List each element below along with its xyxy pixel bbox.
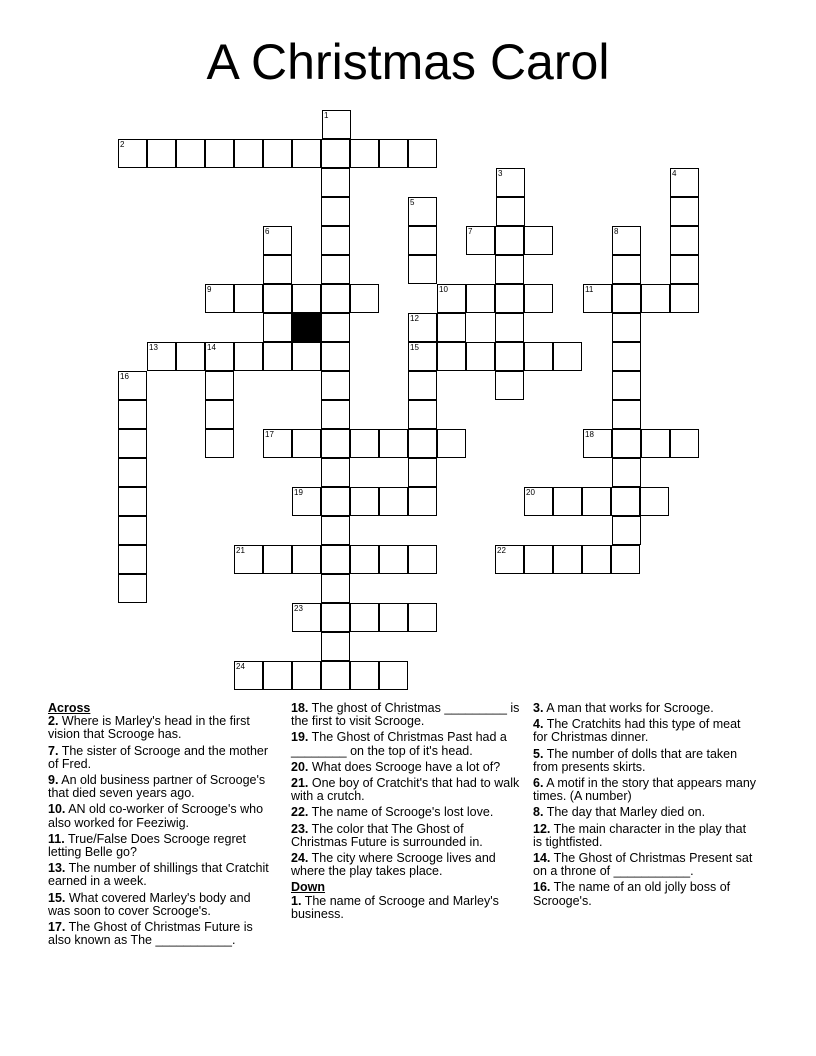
clue-across-2: 2. Where is Marley's head in the first vision that Scrooge has. — [48, 714, 250, 742]
grid-cell-blocked — [292, 313, 321, 342]
grid-cell[interactable] — [612, 516, 641, 545]
clue-down-4: 4. The Cratchits had this type of meat for Christmas dinner. — [533, 717, 741, 745]
clue-across-19: 19. The Ghost of Christmas Past had a ________ on the top of it's head. — [291, 730, 507, 758]
grid-cell[interactable] — [321, 516, 350, 545]
grid-cell[interactable] — [147, 139, 176, 168]
grid-cell[interactable] — [408, 545, 437, 574]
clues-column-3 — [533, 702, 758, 911]
cell-number: 18 — [585, 430, 594, 439]
grid-cell[interactable] — [321, 371, 350, 400]
grid-cell[interactable] — [641, 429, 670, 458]
grid-cell[interactable] — [292, 603, 321, 632]
grid-cell[interactable] — [641, 284, 670, 313]
clue-down-12: 12. The main character in the play that is tightfisted. — [533, 821, 747, 849]
grid-cell[interactable] — [408, 226, 437, 255]
grid-cell[interactable] — [408, 371, 437, 400]
grid-cell[interactable] — [495, 255, 524, 284]
grid-cell[interactable] — [495, 371, 524, 400]
grid-cell[interactable] — [350, 429, 379, 458]
clue-across-20: 20. What does Scrooge have a lot of? — [291, 759, 501, 774]
grid-cell[interactable] — [118, 516, 147, 545]
grid-cell[interactable] — [321, 487, 350, 516]
grid-cell[interactable] — [205, 429, 234, 458]
grid-cell[interactable] — [496, 168, 525, 197]
cell-number: 23 — [294, 604, 303, 613]
clue-down-8: 8. The day that Marley died on. — [533, 805, 706, 820]
grid-cell[interactable] — [670, 429, 699, 458]
grid-cell[interactable] — [263, 255, 292, 284]
grid-cell[interactable] — [408, 458, 437, 487]
grid-cell[interactable] — [350, 661, 379, 690]
clue-across-23: 23. The color that The Ghost of Christmas Future is surrounded in. — [291, 821, 483, 849]
clue-across-15: 15. What covered Marley's body and was soon to cover Scrooge's. — [48, 890, 251, 918]
grid-cell[interactable] — [234, 139, 263, 168]
clue-down-3: 3. A man that works for Scrooge. — [533, 701, 714, 715]
grid-cell[interactable] — [379, 603, 408, 632]
grid-cell[interactable] — [321, 429, 350, 458]
grid-cell[interactable] — [466, 342, 495, 371]
grid-cell[interactable] — [582, 545, 611, 574]
cell-number: 19 — [294, 488, 303, 497]
clue-down-16: 16. The name of an old jolly boss of Scrooge's. — [533, 880, 731, 908]
grid-cell[interactable] — [147, 342, 176, 371]
grid-cell[interactable] — [437, 284, 466, 313]
grid-cell[interactable] — [583, 429, 612, 458]
grid-cell[interactable] — [582, 487, 611, 516]
grid-cell[interactable] — [495, 342, 524, 371]
cell-number: 11 — [585, 285, 594, 294]
grid-cell[interactable] — [321, 400, 350, 429]
grid-cell[interactable] — [350, 487, 379, 516]
grid-cell[interactable] — [612, 429, 641, 458]
grid-cell[interactable] — [118, 139, 147, 168]
cell-number: 7 — [468, 227, 473, 236]
grid-cell[interactable] — [292, 661, 321, 690]
grid-cell[interactable] — [437, 429, 466, 458]
grid-cell[interactable] — [321, 574, 350, 603]
grid-cell[interactable] — [408, 313, 437, 342]
grid-cell[interactable] — [321, 661, 350, 690]
cell-number: 21 — [236, 546, 245, 555]
clue-across-17: 17. The Ghost of Christmas Future is also known as The ___________. — [48, 920, 253, 948]
grid-cell[interactable] — [176, 139, 205, 168]
grid-cell[interactable] — [524, 342, 553, 371]
grid-cell[interactable] — [292, 429, 321, 458]
grid-cell[interactable] — [321, 168, 350, 197]
grid-cell[interactable] — [176, 342, 205, 371]
grid-cell[interactable] — [612, 284, 641, 313]
grid-cell[interactable] — [408, 342, 437, 371]
grid-cell[interactable] — [553, 545, 582, 574]
grid-cell[interactable] — [670, 197, 699, 226]
cell-number: 9 — [207, 285, 212, 294]
grid-cell[interactable] — [322, 110, 351, 139]
grid-cell[interactable] — [292, 342, 321, 371]
grid-cell[interactable] — [263, 284, 292, 313]
grid-cell[interactable] — [234, 284, 263, 313]
clues-column-1 — [48, 702, 274, 950]
clue-across-22: 22. The name of Scrooge's lost love. — [291, 805, 494, 820]
grid-cell[interactable] — [205, 400, 234, 429]
grid-cell[interactable] — [205, 371, 234, 400]
down-heading: Down — [291, 880, 326, 895]
grid-cell[interactable] — [292, 487, 321, 516]
grid-cell[interactable] — [670, 168, 699, 197]
grid-cell[interactable] — [670, 226, 699, 255]
grid-cell[interactable] — [205, 284, 234, 313]
grid-cell[interactable] — [118, 487, 147, 516]
cell-number: 16 — [120, 372, 129, 381]
clue-down-5: 5. The number of dolls that are taken from presents skirts. — [533, 746, 738, 774]
grid-cell[interactable] — [670, 284, 699, 313]
grid-cell[interactable] — [379, 429, 408, 458]
cell-number: 20 — [526, 488, 535, 497]
grid-cell[interactable] — [495, 545, 524, 574]
cell-number: 1 — [324, 111, 329, 120]
grid-cell[interactable] — [612, 226, 641, 255]
grid-cell[interactable] — [321, 342, 350, 371]
grid-cell[interactable] — [350, 603, 379, 632]
grid-cell[interactable] — [495, 284, 524, 313]
cell-number: 6 — [265, 227, 270, 236]
grid-cell[interactable] — [495, 226, 524, 255]
grid-cell[interactable] — [292, 139, 321, 168]
cell-number: 17 — [265, 430, 274, 439]
grid-cell[interactable] — [321, 255, 350, 284]
cell-number: 5 — [410, 198, 415, 207]
cell-number: 14 — [207, 343, 216, 352]
page-title: A Christmas Carol — [206, 34, 610, 90]
grid-cell[interactable] — [640, 487, 669, 516]
grid-cell[interactable] — [263, 313, 292, 342]
grid-cell[interactable] — [350, 545, 379, 574]
grid-cell[interactable] — [263, 545, 292, 574]
grid-cell[interactable] — [612, 371, 641, 400]
grid-cell[interactable] — [118, 429, 147, 458]
grid-cell[interactable] — [524, 487, 553, 516]
grid-cell[interactable] — [379, 139, 408, 168]
grid-cell[interactable] — [466, 284, 495, 313]
grid-cell[interactable] — [611, 545, 640, 574]
clue-across-18: 18. The ghost of Christmas _________ is the first to visit Scrooge. — [291, 701, 520, 729]
grid-cell[interactable] — [321, 458, 350, 487]
grid-cell[interactable] — [321, 313, 350, 342]
grid-cell[interactable] — [321, 139, 350, 168]
grid-cell[interactable] — [612, 313, 641, 342]
grid-cell[interactable] — [321, 284, 350, 313]
grid-cell[interactable] — [350, 139, 379, 168]
grid-cell[interactable] — [496, 197, 525, 226]
clues-column-2 — [291, 702, 523, 924]
grid-cell[interactable] — [437, 342, 466, 371]
grid-cell[interactable] — [553, 342, 582, 371]
grid-cell[interactable] — [408, 429, 437, 458]
grid-cell[interactable] — [321, 226, 350, 255]
grid-cell[interactable] — [408, 255, 437, 284]
grid-cell[interactable] — [408, 603, 437, 632]
grid-cell[interactable] — [670, 255, 699, 284]
clue-across-11: 11. True/False Does Scrooge regret letting Belle go? — [48, 831, 247, 860]
cell-number: 4 — [672, 169, 677, 178]
clue-across-13: 13. The number of shillings that Cratchit earned in a week. — [48, 861, 269, 889]
clue-across-10: 10. AN old co-worker of Scrooge's who also worked for Feeziwig. — [48, 802, 264, 830]
grid-cell[interactable] — [263, 661, 292, 690]
clue-down-14: 14. The Ghost of Christmas Present sat on a throne of ___________. — [533, 851, 753, 879]
clue-across-21: 21. One boy of Cratchit's that had to walk with a crutch. — [291, 776, 520, 804]
grid-cell[interactable] — [408, 197, 437, 226]
grid-cell[interactable] — [292, 284, 321, 313]
clue-down-1: 1. The name of Scrooge and Marley's business. — [291, 893, 499, 921]
across-heading: Across — [48, 701, 91, 715]
cell-number: 22 — [497, 546, 506, 555]
clue-across-7: 7. The sister of Scrooge and the mother of Fred. — [48, 743, 269, 771]
cell-number: 13 — [149, 343, 158, 352]
grid-cell[interactable] — [612, 342, 641, 371]
cell-number: 2 — [120, 140, 125, 149]
grid-cell[interactable] — [408, 487, 437, 516]
grid-cell[interactable] — [408, 400, 437, 429]
grid-cell[interactable] — [118, 545, 147, 574]
grid-cell[interactable] — [466, 226, 495, 255]
grid-cell[interactable] — [263, 342, 292, 371]
grid-cell[interactable] — [118, 458, 147, 487]
grid-cell[interactable] — [379, 487, 408, 516]
grid-cell[interactable] — [234, 661, 263, 690]
grid-cell[interactable] — [118, 574, 147, 603]
cell-number: 3 — [498, 169, 503, 178]
grid-cell[interactable] — [524, 284, 553, 313]
grid-cell[interactable] — [524, 545, 553, 574]
grid-cell[interactable] — [263, 429, 292, 458]
grid-cell[interactable] — [234, 342, 263, 371]
grid-cell[interactable] — [321, 545, 350, 574]
clue-across-9: 9. An old business partner of Scrooge's that died seven years ago. — [48, 773, 266, 801]
grid-cell[interactable] — [292, 545, 321, 574]
grid-cell[interactable] — [321, 197, 350, 226]
grid-cell[interactable] — [263, 226, 292, 255]
grid-cell[interactable] — [612, 400, 641, 429]
grid-cell[interactable] — [583, 284, 612, 313]
grid-cell[interactable] — [611, 487, 640, 516]
grid-cell[interactable] — [118, 400, 147, 429]
grid-cell[interactable] — [379, 545, 408, 574]
cell-number: 8 — [614, 227, 619, 236]
grid-cell[interactable] — [321, 632, 350, 661]
grid-cell[interactable] — [495, 313, 524, 342]
clue-down-6: 6. A motif in the story that appears many times. (A number) — [533, 776, 757, 804]
grid-cell[interactable] — [234, 545, 263, 574]
grid-cell[interactable] — [350, 284, 379, 313]
grid-cell[interactable] — [379, 661, 408, 690]
grid-cell[interactable] — [612, 255, 641, 284]
grid-cell[interactable] — [612, 458, 641, 487]
grid-cell[interactable] — [553, 487, 582, 516]
cell-number: 10 — [439, 285, 448, 294]
grid-cell[interactable] — [321, 603, 350, 632]
grid-cell[interactable] — [408, 139, 437, 168]
cell-number: 24 — [236, 662, 245, 671]
grid-cell[interactable] — [437, 313, 466, 342]
grid-cell[interactable] — [205, 139, 234, 168]
cell-number: 15 — [410, 343, 419, 352]
grid-cell[interactable] — [263, 139, 292, 168]
grid-cell[interactable] — [205, 342, 234, 371]
grid-cell[interactable] — [118, 371, 147, 400]
cell-number: 12 — [410, 314, 419, 323]
grid-cell[interactable] — [524, 226, 553, 255]
clue-across-24: 24. The city where Scrooge lives and where the play takes place. — [291, 851, 496, 879]
